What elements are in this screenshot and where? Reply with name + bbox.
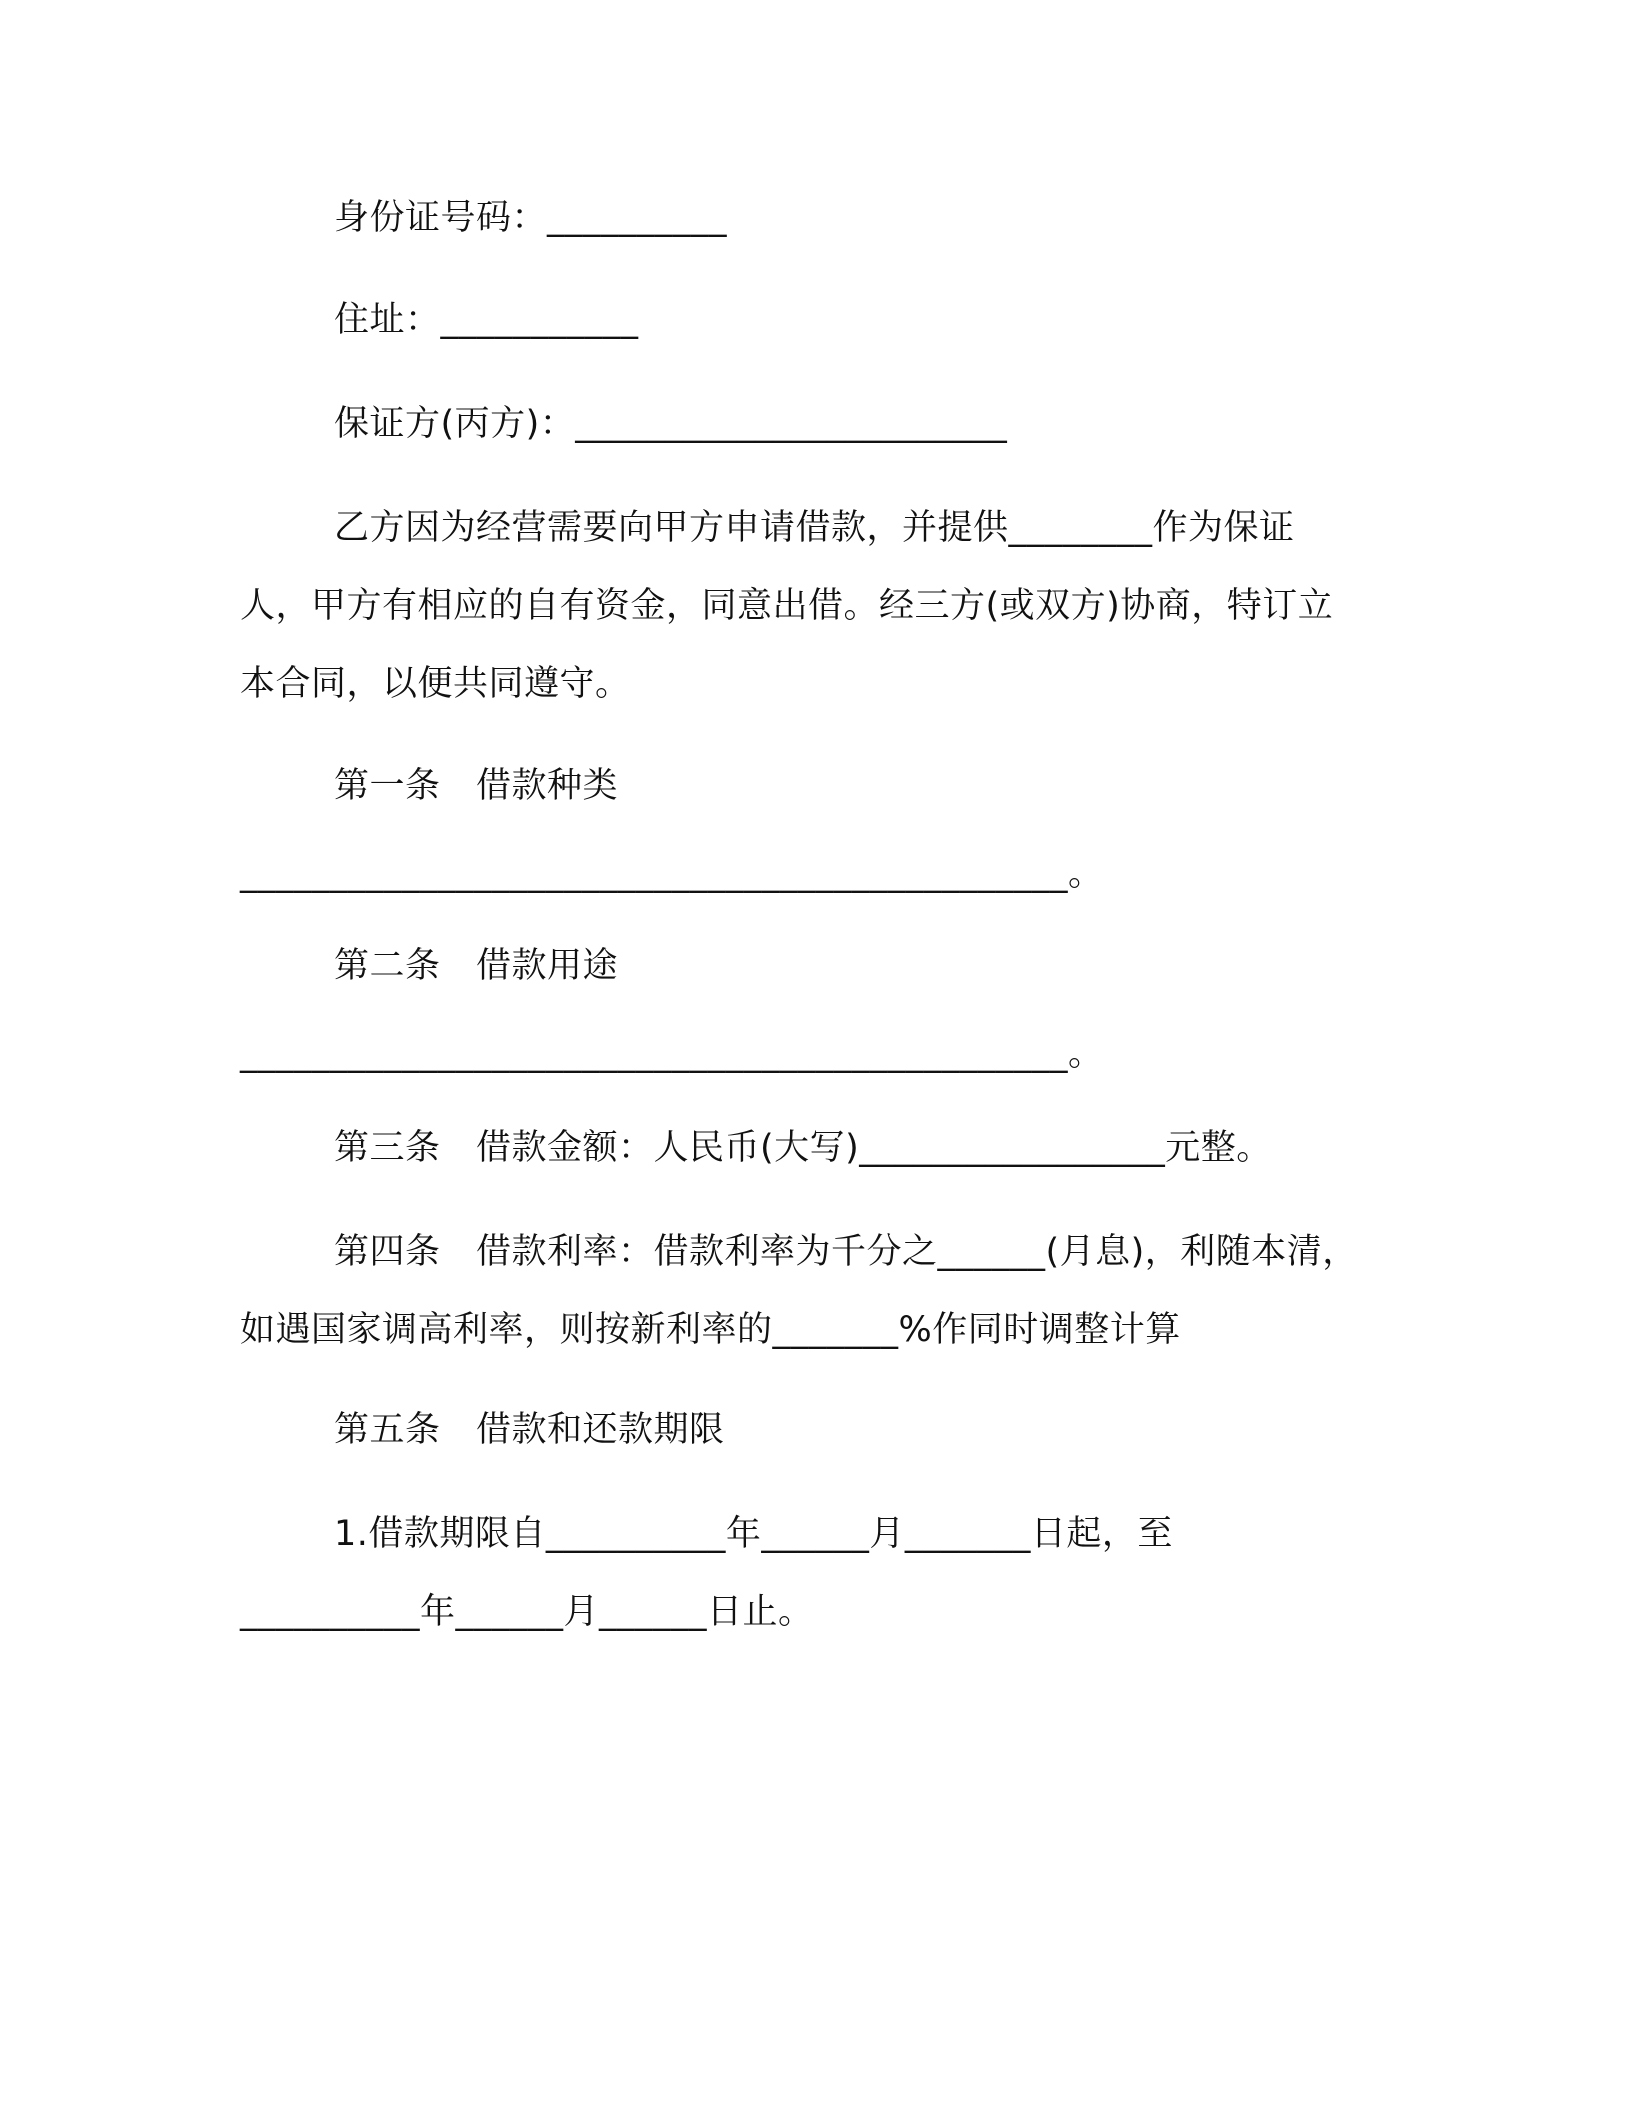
intro-paragraph-line-2: 人，甲方有相应的自有资金，同意出借。经三方(或双方)协商，特订立 (240, 586, 1334, 626)
article-4-line-2: 如遇国家调高利率，则按新利率的_______%作同时调整计算 (240, 1310, 1181, 1350)
article-5-term-line-1: 1.借款期限自__________年______月_______日起，至 (334, 1514, 1173, 1554)
article-5-term-line-2: __________年______月______日止。 (240, 1592, 814, 1632)
article-4-line-1: 第四条 借款利率：借款利率为千分之______(月息)，利随本清， (334, 1232, 1358, 1272)
article-1-heading: 第一条 借款种类 (334, 766, 619, 806)
article-2-blank: ______________________________________________。 (240, 1034, 1104, 1074)
intro-paragraph-line-1: 乙方因为经营需要向甲方申请借款，并提供________作为保证 (334, 508, 1295, 548)
guarantor-line: 保证方(丙方)：________________________ (334, 404, 1008, 444)
article-5-heading: 第五条 借款和还款期限 (334, 1410, 725, 1450)
address-line: 住址：___________ (334, 300, 639, 340)
article-2-heading: 第二条 借款用途 (334, 946, 619, 986)
article-3-amount: 第三条 借款金额：人民币(大写)_________________元整。 (334, 1128, 1272, 1168)
article-1-blank: ______________________________________________。 (240, 854, 1104, 894)
id-number-line: 身份证号码：__________ (334, 198, 728, 238)
intro-paragraph-line-3: 本合同，以便共同遵守。 (240, 664, 631, 704)
